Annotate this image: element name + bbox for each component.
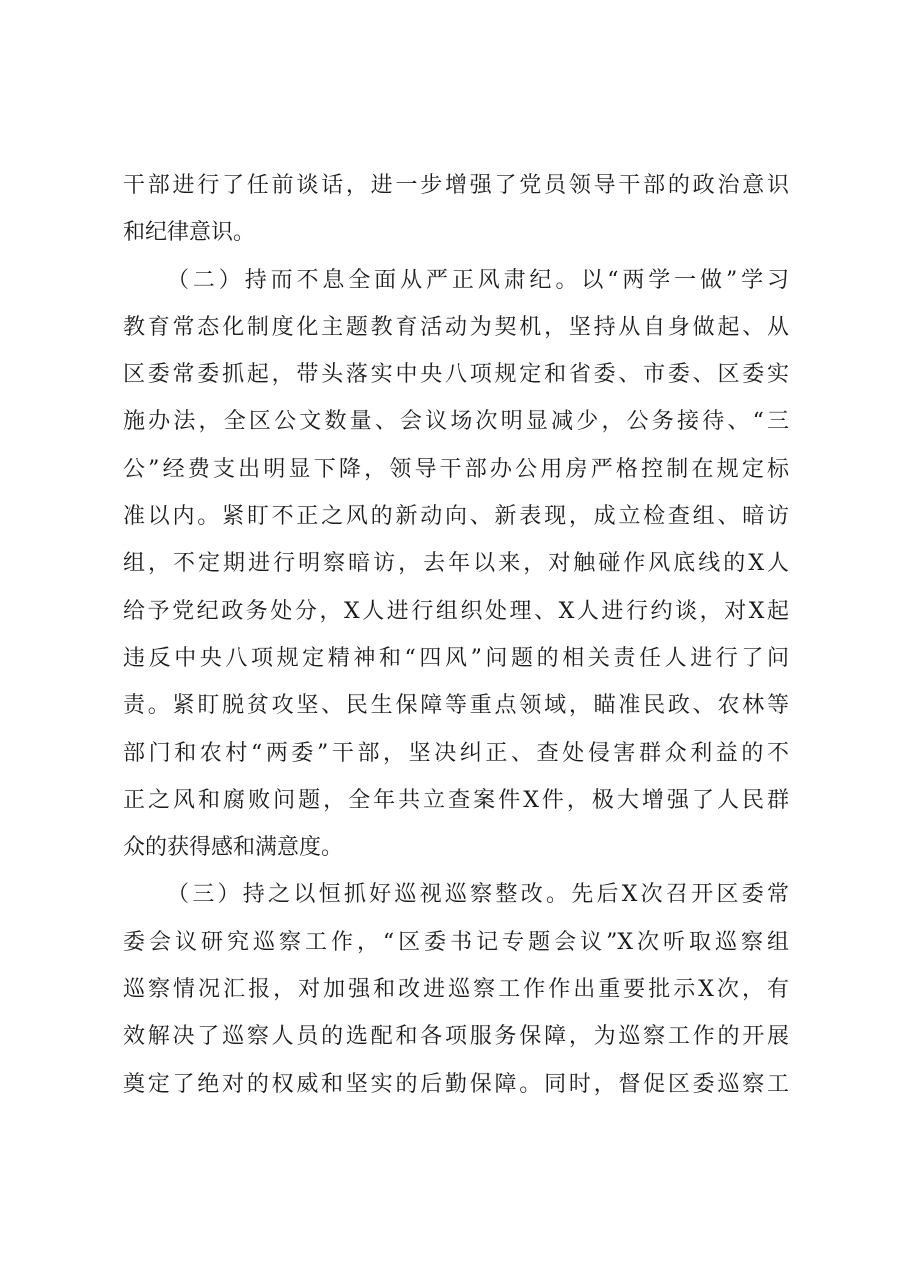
text-line: 违反中央八项规定精神和“四风”问题的相关责任人进行了问 (123, 645, 789, 671)
text-line: 巡察情况汇报，对加强和改进巡察工作作出重要批示X次，有 (123, 977, 789, 1003)
text-line: 部门和农村“两委”干部，坚决纠正、查处侵害群众利益的不 (123, 740, 789, 766)
text-line: 给予党纪政务处分，X人进行组织处理、X人进行约谈，对X起 (123, 598, 789, 624)
text-line: 和纪律意识。 (123, 220, 256, 246)
body-text (123, 162, 789, 1108)
text-line: 区委常委抓起，带头落实中央八项规定和省委、市委、区委实 (123, 362, 789, 388)
text-line: 委会议研究巡察工作，“区委书记专题会议”X次听取巡察组 (123, 929, 789, 955)
text-line: 奠定了绝对的权威和坚实的后勤保障。同时，督促区委巡察工 (123, 1071, 789, 1097)
text-line: 施办法，全区公文数量、会议场次明显减少，公务接待、“三 (123, 409, 789, 435)
paragraph-heading-line: （三）持之以恒抓好巡视巡察整改。先后X次召开区委常 (167, 882, 789, 908)
text-line: 众的获得感和满意度。 (123, 835, 344, 861)
text-line: 干部进行了任前谈话，进一步增强了党员领导干部的政治意识 (123, 173, 789, 198)
text-line: 责。紧盯脱贫攻坚、民生保障等重点领域，瞄准民政、农林等 (123, 693, 789, 719)
text-line: 组，不定期进行明察暗访，去年以来，对触碰作风底线的X人 (123, 551, 789, 577)
paragraph-heading-line: （二）持而不息全面从严正风肃纪。以“两学一做”学习 (167, 267, 789, 293)
text-line: 准以内。紧盯不正之风的新动向、新表现，成立检查组、暗访 (123, 504, 789, 530)
text-line: 效解决了巡察人员的选配和各项服务保障，为巡察工作的开展 (123, 1024, 789, 1050)
text-line: 正之风和腐败问题，全年共立查案件X件，极大增强了人民群 (123, 787, 789, 813)
text-line: 教育常态化制度化主题教育活动为契机，坚持从自身做起、从 (123, 314, 789, 340)
text-line: 公”经费支出明显下降，领导干部办公用房严格控制在规定标 (123, 456, 789, 482)
